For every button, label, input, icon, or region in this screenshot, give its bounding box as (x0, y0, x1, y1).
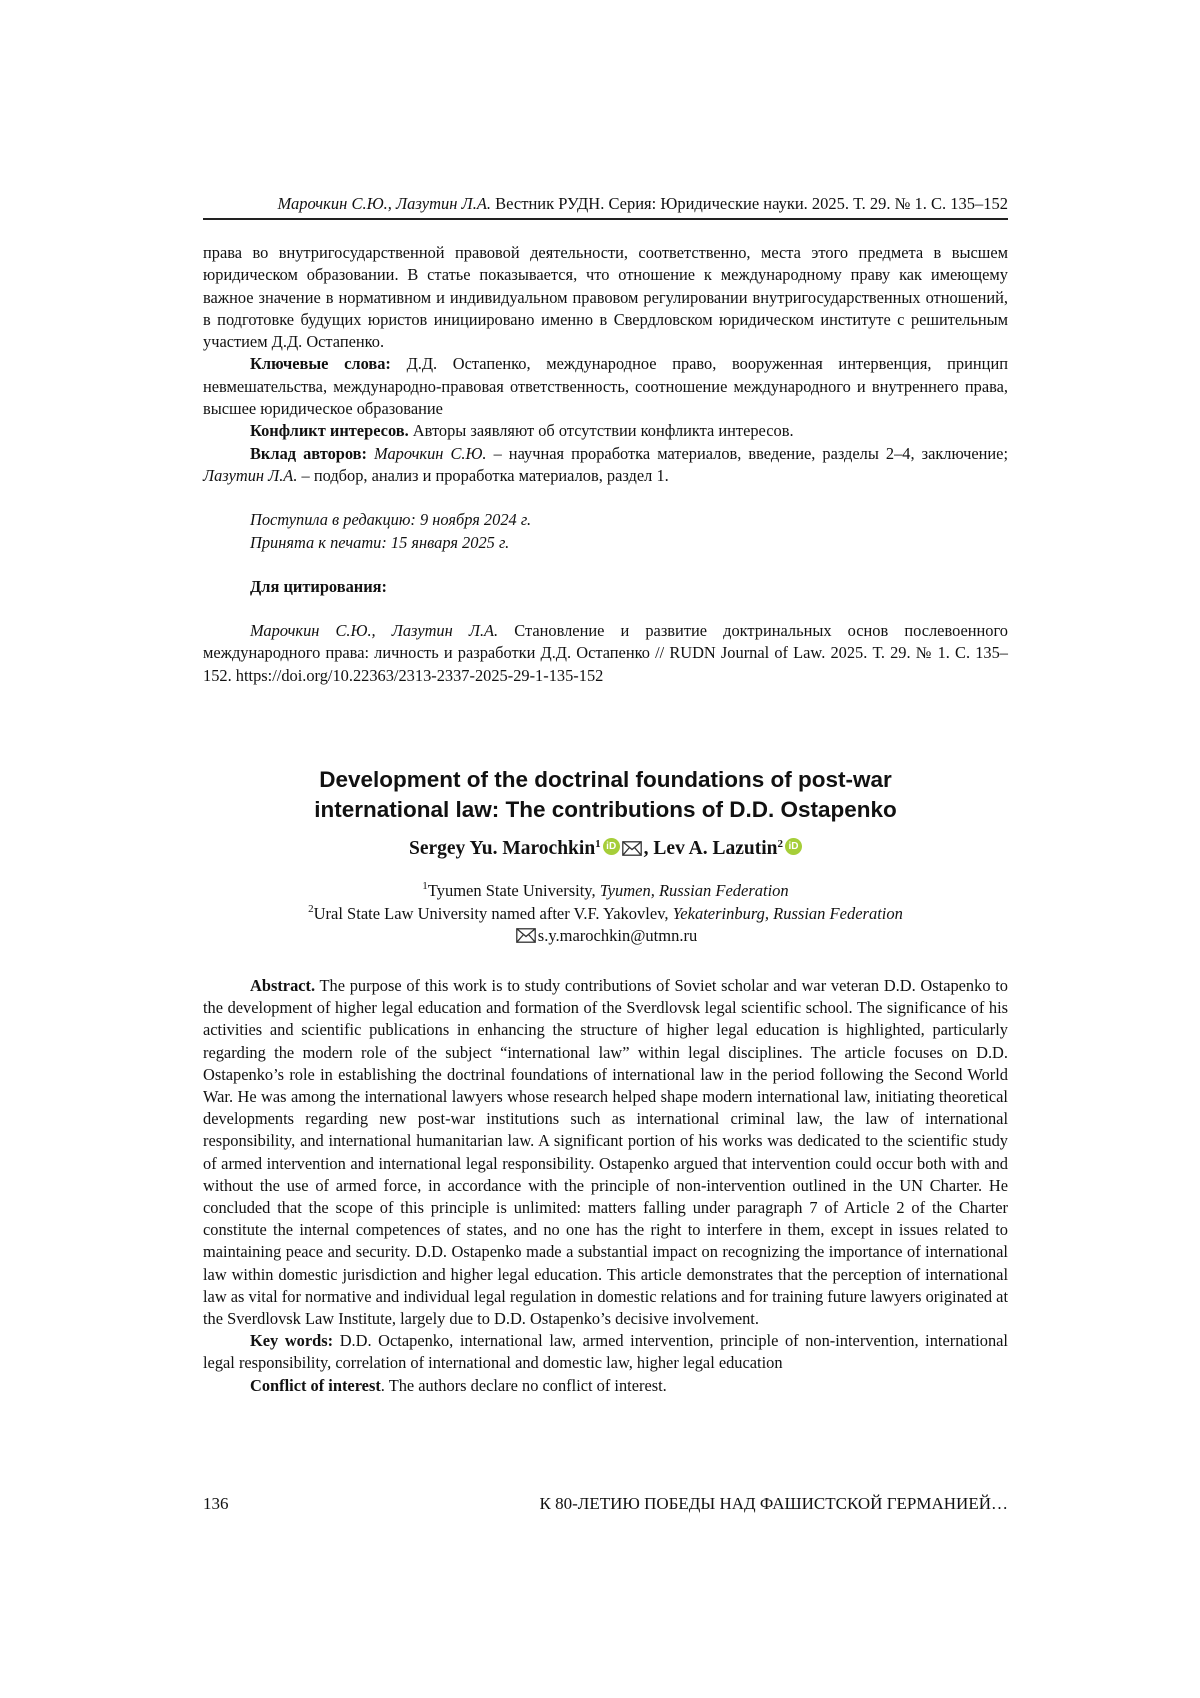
en-keywords-label: Key words: (250, 1331, 333, 1350)
author-1-affil: 1 (595, 838, 601, 850)
ru-conflict-text: Авторы заявляют об отсутствии конфликта интересов. (413, 421, 794, 440)
ru-keywords-label: Ключевые слова: (250, 354, 391, 373)
section-title: К 80-ЛЕТИЮ ПОБЕДЫ НАД ФАШИСТСКОЙ ГЕРМАНИЕЙ… (540, 1493, 1008, 1515)
ru-contrib-author2: Лазутин Л.А. (203, 466, 297, 485)
ru-cite-heading (203, 576, 1008, 598)
email-icon (622, 838, 642, 864)
running-head-authors: Марочкин С.Ю., Лазутин Л.А. (277, 194, 491, 213)
author-2-name: Lev A. Lazutin (653, 838, 777, 859)
en-keywords-text: D.D. Octapenko, international law, armed intervention, principle of non-intervention, international legal responsibility, correlation of international and domestic law, higher legal education (203, 1331, 1008, 1372)
affiliation-2-place: Yekaterinburg, Russian Federation (673, 904, 903, 923)
ru-contrib-text1: – научная проработка материалов, введение, разделы 2–4, заключение; (494, 444, 1008, 463)
author-separator: , (644, 838, 649, 859)
ru-abstract-tail: права во внутригосударственной правовой деятельности, соответственно, места этого предмета в высшем юридическом образовании. В статье показывается, что отношение к международному праву как имеющему важное значение в нормативном и индивидуальном правовом регулировании внутригосударственных отношений, в подготовке будущих юристов инициировано именно в Свердловском юридическом институте с решительным участием Д.Д. Остапенко. (203, 242, 1008, 353)
ru-cite-label: Для цитирования: (250, 577, 387, 596)
affiliation-1 (203, 880, 1008, 903)
ru-received-text: Поступила в редакцию: 9 ноября 2024 г. (250, 510, 531, 529)
running-head-journal: Вестник РУДН. Серия: Юридические науки. 2025. Т. 29. № 1. С. 135–152 (495, 194, 1008, 213)
orcid-icon[interactable]: iD (603, 838, 620, 855)
russian-section (203, 242, 1008, 687)
running-head (203, 193, 1008, 220)
orcid-icon[interactable]: iD (785, 838, 802, 855)
affiliation-2 (203, 903, 1008, 926)
ru-citation (203, 620, 1008, 687)
ru-contrib-text2: – подбор, анализ и проработка материалов, раздел 1. (302, 466, 669, 485)
author-1-name: Sergey Yu. Marochkin (409, 838, 595, 859)
ru-contrib-label: Вклад авторов: (250, 444, 367, 463)
page (203, 0, 1008, 1698)
ru-conflict-label: Конфликт интересов. (250, 421, 409, 440)
page-number: 136 (203, 1493, 229, 1515)
ru-keywords-text: Д.Д. Остапенко, международное право, вооруженная интервенция, принцип невмешательства, международно-правовая ответственность, соотношение международного и внутреннего права, высшее юридическое образование (203, 354, 1008, 418)
ru-conflict (203, 420, 1008, 442)
abstract-paragraph (203, 975, 1008, 1330)
email-icon (516, 927, 536, 950)
affiliation-1-org: Tyumen State University, (428, 881, 596, 900)
affiliation-1-sup: 1 (422, 880, 428, 892)
english-abstract (203, 975, 1008, 1397)
abstract-text: The purpose of this work is to study contributions of Soviet scholar and war veteran D.D. Ostapenko to the development of higher legal education and formation of the Sverdlovsk legal scientific school. The significance of his activities and scientific publications in enhancing the structure of higher legal education is highlighted, particularly regarding the modern role of the subject “international law” within legal disciplines. The article focuses on D.D. Ostapenko’s role in establishing the doctrinal foundations of international law in the period following the Second World War. He was among the international lawyers whose research helped shape modern international law, initiating theoretical developments regarding new post-war institutions such as international criminal law, the law of international responsibility, and international humanitarian law. A significant portion of his works was dedicated to the scientific study of armed intervention and international legal responsibility. Ostapenko argued that intervention could occur both with and without the use of armed force, in accordance with the principle of non-intervention outlined in the UN Charter. He concluded that the scope of this principle is unlimited: matters falling under paragraph 7 of Article 2 of the Charter constitute the internal competences of states, and no one has the right to interfere in them, except in issues related to maintaining peace and security. D.D. Ostapenko made a substantial impact on recognizing the importance of international law within domestic jurisdiction and higher legal education. This article demonstrates that the perception of international law as vital for normative and individual legal regulation in domestic relations and for training future lawyers originated at the Sverdlovsk Law Institute, largely due to D.D. Ostapenko’s decisive involvement. (203, 976, 1008, 1328)
en-conflict-label: Conflict of interest (250, 1376, 381, 1395)
ru-received (203, 509, 1008, 531)
author-2-affil: 2 (777, 838, 783, 850)
ru-contrib-author1: Марочкин С.Ю. (374, 444, 486, 463)
title-line-2: international law: The contributions of D.D. Ostapenko (203, 795, 1008, 825)
email-link[interactable]: s.y.marochkin@utmn.ru (538, 926, 697, 945)
en-keywords (203, 1330, 1008, 1374)
ru-cite-authors: Марочкин С.Ю., Лазутин Л.А. (250, 621, 498, 640)
email-line (203, 925, 1008, 950)
affiliation-2-org: Ural State Law University named after V.F. Yakovlev, (314, 904, 669, 923)
title-line-1: Development of the doctrinal foundations of post-war (203, 765, 1008, 795)
ru-accepted (203, 532, 1008, 554)
ru-keywords (203, 353, 1008, 420)
affiliation-2-sup: 2 (308, 903, 314, 915)
author-line (203, 836, 1008, 864)
ru-accepted-text: Принята к печати: 15 января 2025 г. (250, 533, 509, 552)
en-conflict-text: . The authors declare no conflict of interest. (381, 1376, 667, 1395)
ru-cite-text: Становление и развитие доктринальных основ послевоенного международного права: личность и разработки Д.Д. Остапенко // RUDN Journal of Law. 2025. Т. 29. № 1. С. 135–152. https://doi.org/10.22363/2313-2337-2025-29-1-135-152 (203, 621, 1008, 685)
affiliations (203, 880, 1008, 950)
en-conflict (203, 1375, 1008, 1397)
affiliation-1-place: Tyumen, Russian Federation (600, 881, 789, 900)
ru-contributions (203, 443, 1008, 488)
english-title (203, 765, 1008, 825)
abstract-label: Abstract. (250, 976, 315, 995)
